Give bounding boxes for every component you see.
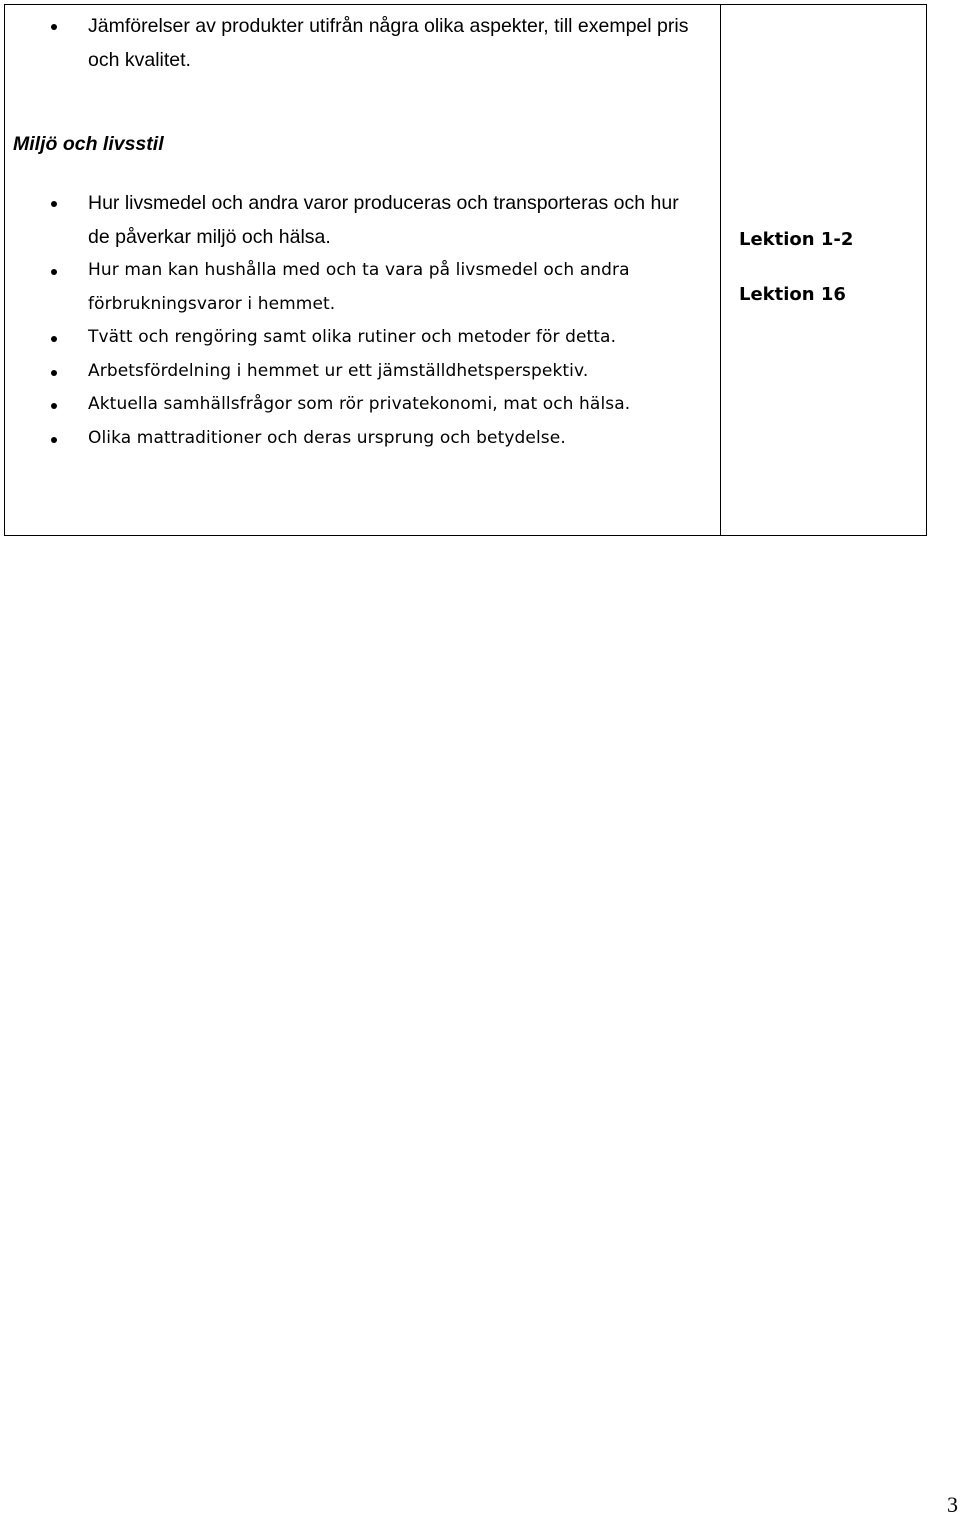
table-row [5, 5, 927, 536]
section-heading: Miljö och livsstil [13, 133, 164, 155]
list-item-text: Aktuella samhällsfrågor som rör privatekonomi, mat och hälsa. [88, 394, 631, 414]
bullet-icon [51, 24, 57, 30]
lesson-cell [721, 5, 927, 536]
lesson-reference: Lektion 1-2 [739, 229, 854, 250]
bullet-icon [51, 336, 57, 342]
list-item [5, 9, 721, 77]
intro-bullet-list [5, 9, 721, 77]
bullet-icon [51, 201, 57, 207]
section-bullet-list-a [5, 186, 721, 254]
page-number: 3 [947, 1492, 958, 1517]
list-item-text: Tvätt och rengöring samt olika rutiner och metoder för detta. [88, 327, 617, 347]
list-item [5, 321, 721, 355]
list-item-text: Jämförelser av produkter utifrån några olika aspekter, till exempel pris och kvalitet. [88, 15, 689, 71]
list-item [5, 254, 721, 321]
list-item-text: Arbetsfördelning i hemmet ur ett jämställdhetsperspektiv. [88, 360, 589, 381]
list-item [5, 422, 721, 456]
content-cell [5, 5, 721, 536]
curriculum-table [4, 4, 927, 536]
list-item-text: Hur man kan hushålla med och ta vara på livsmedel och andra förbrukningsvaror i hemmet. [88, 260, 630, 314]
bullet-icon [51, 370, 57, 376]
list-item [5, 355, 721, 389]
list-item-text: Olika mattraditioner och deras ursprung och betydelse. [88, 427, 566, 448]
section-bullet-list-b [5, 254, 721, 455]
bullet-icon [51, 269, 57, 275]
lesson-reference: Lektion 16 [739, 284, 846, 305]
list-item [5, 186, 721, 254]
list-item [5, 388, 721, 422]
bullet-icon [51, 403, 57, 409]
list-item-text: Hur livsmedel och andra varor produceras och transporteras och hur de påverkar miljö och hälsa. [88, 192, 679, 248]
bullet-icon [51, 437, 57, 443]
